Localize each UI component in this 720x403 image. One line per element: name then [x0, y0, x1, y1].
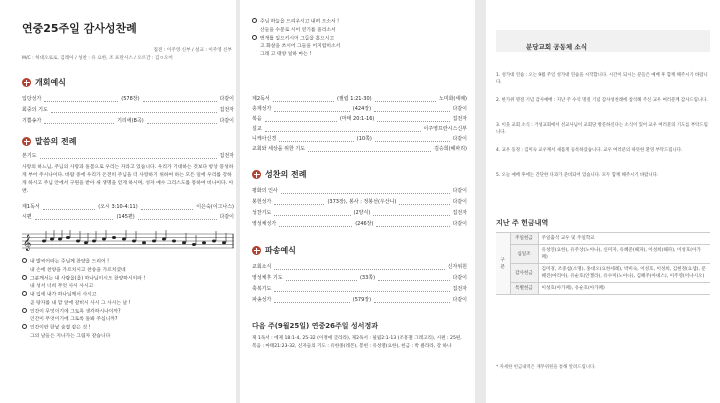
- psalm-line: 산들을 수문로 시어 연기를 올리소서: [260, 27, 336, 33]
- order-row: 성찬기도 (2양식) 집전자: [252, 210, 468, 216]
- order-row: 복음 (마태 20:1-16) 집전자: [252, 116, 467, 122]
- offering-names: 이성호(아가페), 유순호(아가페): [538, 283, 710, 295]
- psalm-line: 내 발씨어라는 주님께 찬양을 드리어 !: [22, 258, 234, 267]
- circle-bullet-icon: [252, 35, 257, 40]
- section-title: 파송예식: [265, 246, 296, 255]
- circle-bullet-icon: [252, 18, 257, 23]
- next-week-title: 다음 주(9월25일) 연중26주일 성서정과: [252, 322, 378, 330]
- psalm-line: 그의 날들은 지나가는 그림자 같습니다: [30, 333, 111, 339]
- order-row: 설교 이주영프란시스신부: [252, 126, 467, 132]
- notice-item: 2. 한가위 명절 기념 감사예배 : 지난 주 수석 명절 기념 감사성찬례에 참석해 주신 교우 여러분께 감사드립니다.: [496, 98, 708, 103]
- order-row: [22, 214, 234, 221]
- circle-bullet-icon: [22, 324, 27, 329]
- order-row: 영성체후 기도 (33쪽) 다같이: [252, 275, 467, 281]
- notice-item: 3. 이웃 교회 소식 : 거성교회에서 선교사님이 교회당 방문하신다는 소식이 있어 교우 여러분의 기도를 부탁드립니다.: [496, 123, 708, 135]
- section-title: 개회예식: [35, 78, 66, 87]
- psalm-line: 내 입에 내가 하나님께서 사시고: [22, 291, 234, 300]
- offering-names: 김미경, 조중섭(소명), 홍대오(요한세례), 박미숙, 이성호, 이성희, 김현정(요셉), 문혜진(마리아), 유순호(안젤라), 유수미(노아나), 김혜주(아녜스), 이주영(이냐시오): [538, 264, 710, 283]
- circle-bullet-icon: [22, 291, 27, 296]
- psalm-line: 번개를 일으키시어 그들을 흩으시고: [260, 36, 335, 41]
- cross-icon: [22, 137, 31, 146]
- notice-item: 4. 교우 동정 : 김미숙 교우께서 새롭게 등록하셨습니다. 교우 여러분의 따뜻한 환영 부탁드립니다.: [496, 148, 683, 153]
- circle-bullet-icon: [22, 275, 27, 280]
- cross-icon: [252, 246, 261, 255]
- table-row: [496, 264, 710, 283]
- order-detail: 기리에(B곡): [117, 118, 144, 124]
- order-row: 봉헌성가 (373장), 봉사 : 정봉선(우산니) 다같이: [252, 199, 467, 205]
- psalm-line: 주님 하늘을 드리우시고 내려 오소서 !: [260, 19, 340, 25]
- service-credits: [22, 47, 232, 63]
- order-row: 교회와 세상을 위한 기도 김승희(헤파리): [252, 146, 467, 152]
- psalm-line: 고 화살을 쏘시어 그들을 어지럽히소서: [260, 44, 341, 49]
- credit-line: M/C : 허대오로로, 김레아 / 성찬 : 유 요한, 조 프란시스 / 오르간 : 김ㅇ오어: [22, 56, 173, 61]
- section-word: [22, 136, 76, 147]
- order-row: 니케아신경 (10쪽) 다같이: [252, 136, 468, 142]
- offering-title: 지난 주 헌금내역: [496, 219, 549, 227]
- circle-bullet-icon: [22, 308, 27, 313]
- offering-group-label: 구분: [496, 233, 510, 295]
- order-row: [22, 107, 234, 114]
- order-row: [22, 204, 234, 211]
- psalm-line: 인간이 무엇이기에 그토록 돌봐 주십니까?: [30, 317, 118, 322]
- order-name: 기쁨송가: [22, 118, 42, 124]
- order-row: 교회소식 신자위원: [252, 264, 467, 270]
- circle-bullet-icon: [22, 258, 27, 263]
- collect-prayer: 사랑의 하느님, 주님의 사랑과 돌봄으로 우리는 자라고 있습니다. 우리가 기대하는 것보다 항상 풍성하게 부어 주시나이다. 바람 중에 우리가 온전히 주님을 더 사랑하기 위하여 하는 모든 일에 우리를 강하게 하시고 주님 안에서 구원을 받아 새 생명을 얻게 하시며, 성자 예수 그리스도를 통하여 비나이다. 아멘.: [22, 165, 234, 194]
- section-title: 성찬의 전례: [265, 170, 307, 179]
- order-leader: 다같이: [219, 118, 235, 124]
- psalm-line: 그래 고 태양 일하 마는 !: [260, 52, 312, 57]
- notice-item: 1. 성가대 연습 : 오는 9월 주일 성가대 연습을 시작합니다. 시간이 되시는 분들은 예배 후 함께 해주시기 바랍니다.: [496, 73, 708, 85]
- order-row: [22, 153, 234, 160]
- order-leader: 다같이: [219, 214, 235, 220]
- order-row: 제2독서 (필립 1:21-30) 노미화(세례): [252, 96, 467, 102]
- section-dismissal: [252, 245, 296, 256]
- order-name: 시편: [22, 214, 32, 220]
- psalm-continued: [252, 18, 467, 59]
- order-row: 파송성가 (579장) 다같이: [252, 297, 468, 303]
- order-leader: 집전자: [219, 107, 234, 113]
- offering-type: 감사헌금: [510, 264, 538, 283]
- offering-names: 주일출석 교우 및 주일학교: [538, 233, 710, 245]
- offering-type: 특별헌금: [510, 283, 538, 295]
- order-name: 입당성가: [22, 96, 42, 102]
- order-name: 제1독서: [22, 204, 40, 210]
- order-detail: (145편): [116, 214, 135, 220]
- psalm-line: 곧 탕자를 내 맘 앞에 갈비시 사시 그 사시는 날 !: [30, 300, 131, 306]
- notice-title: 분당교회 공동체 소식: [526, 43, 588, 51]
- order-row: 영성체성가 (246장) 다같이: [252, 221, 467, 227]
- offering-footnote: * 자세한 헌금내역은 재무위원을 통해 알려드립니다.: [496, 365, 596, 370]
- psalm-line: 내 성서 너희 무엇 사시 사시고: [30, 284, 94, 289]
- offering-type: 십일조: [510, 245, 538, 264]
- service-title: 연중25주일 감사성찬례: [22, 22, 137, 35]
- order-name: 회중의 기도: [22, 107, 48, 113]
- offering-type: 주일헌금: [510, 233, 538, 245]
- offering-names: 유성연(요한), 유주상(노아나), 신미자, 유혜준(헤파), 이성희(헤파), 이성호(아가페): [538, 245, 710, 264]
- notice-item: 5. 오늘 예배 후에는 간단한 다과가 준비되어 있습니다. 모두 함께 해주시기 바랍니다.: [496, 173, 659, 178]
- bulletin-page-left: [0, 0, 236, 403]
- section-eucharist: [252, 169, 306, 180]
- offering-table: [496, 232, 710, 295]
- music-staff: [22, 230, 234, 252]
- cross-icon: [22, 78, 31, 87]
- order-leader: 집전자: [219, 153, 234, 159]
- credit-line: 집전 : 이주영 신부 / 설교 : 이주영 신부: [153, 48, 232, 53]
- order-name: 본기도: [22, 153, 37, 159]
- table-row: [496, 283, 710, 295]
- svg-text:𝄞: 𝄞: [23, 235, 32, 251]
- psalm-responses: [22, 258, 234, 341]
- psalm-line: 인간이 무엇이기에 그토록 생각하시나이까?: [22, 308, 234, 317]
- order-row: [22, 118, 234, 125]
- psalm-line: 인간이란 한낱 숨결 같은 것 !: [22, 324, 234, 333]
- order-leader: 다같이: [219, 96, 235, 102]
- order-detail: (578장): [121, 96, 140, 102]
- order-row: 축복기도 집전자: [252, 286, 467, 292]
- psalm-line: 내 손에 찬양을 가르치시고 찬송을 가르치셨네: [30, 267, 126, 273]
- order-row: [22, 96, 234, 103]
- bulletin-page-right: [486, 0, 720, 403]
- section-title: 말씀의 전례: [35, 137, 77, 146]
- section-opening: [22, 77, 66, 88]
- order-leader: 이은숙(이그나스): [196, 204, 234, 210]
- psalm-line: 그분께서는 내 사람을(을) 하나님이시오 찬양하시이라 !: [22, 275, 234, 284]
- table-row: [496, 233, 710, 245]
- order-row: 평화의 인사 다같이: [252, 188, 467, 194]
- cross-icon: [252, 170, 261, 179]
- table-row: [496, 245, 710, 264]
- order-detail: (오시 3:10-4:11): [98, 204, 138, 210]
- next-week-readings: 제 1독서 : 에제 18:1-4, 25-32 (이정애 글라라), 제2독서 : 필립2:1-13 (조흥철 그레고리), 시편 : 25편, 복음 : 마태21:23-32, 신자들의 기도 : 유한종(레몬), 봉헌 : 유성열(요한), 헌금 : 박 클라라, 강 하나: [252, 336, 462, 349]
- order-row: 층계성가 (424장) 다같이: [252, 106, 468, 112]
- bulletin-page-middle: [240, 0, 475, 403]
